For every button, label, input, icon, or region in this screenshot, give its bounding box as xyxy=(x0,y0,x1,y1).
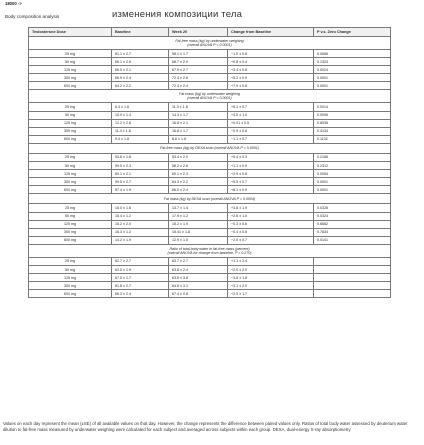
p-value-cell: 0.1324 xyxy=(314,58,391,66)
week-20-cell: 17.9 ± 1.2 xyxy=(169,212,228,220)
table-header xyxy=(29,28,391,37)
dose-cell: 50 mg xyxy=(29,212,112,220)
week-20-cell: 8.6 ± 1.8 xyxy=(169,135,228,143)
week-20-cell: 72.4 ± 2.6 xyxy=(169,74,228,82)
baseline-cell: 59.0 ± 2.3 xyxy=(112,162,169,170)
dose-cell: 300 mg xyxy=(29,74,112,82)
baseline-cell: 16.3 ± 1.2 xyxy=(112,228,169,236)
p-value-cell: 0.0001 xyxy=(314,178,391,186)
change-cell: +0.4 ± 0.3 xyxy=(228,153,314,161)
table-row xyxy=(29,274,391,282)
column-header-dose: Testosterone Dose xyxy=(29,28,112,37)
week-20-cell: 12.9 ± 1.5 xyxy=(169,236,228,244)
week-20-cell: 53.4 ± 2.0 xyxy=(169,153,228,161)
change-cell: +8.1 ± 0.9 xyxy=(228,186,314,194)
week-20-cell: 63.5 ± 3.8 xyxy=(169,274,228,282)
change-cell: −0.3 ± 0.6 xyxy=(228,220,314,228)
p-value-cell xyxy=(314,257,391,265)
week-20-cell: 66.0 ± 2.4 xyxy=(169,186,228,194)
table-row xyxy=(29,265,391,273)
week-20-cell: 16.8 ± 1.7 xyxy=(169,127,228,135)
baseline-cell: 11.4 ± 1.8 xyxy=(112,127,169,135)
body-composition-table xyxy=(28,27,391,298)
week-20-cell: 58.1 ± 1.7 xyxy=(169,50,228,58)
p-value-cell: 0.0001 xyxy=(314,74,391,82)
baseline-cell: 6.3 ± 1.6 xyxy=(112,103,169,111)
change-cell: +5.5 ± 0.7 xyxy=(228,178,314,186)
baseline-cell: 66.9 ± 2.4 xyxy=(112,74,169,82)
section-title-line: Ratio of total body water to fat-free mass (percent) xyxy=(169,246,250,251)
table-row xyxy=(29,257,391,265)
change-cell: −3.8 ± 1.8 xyxy=(228,274,314,282)
dose-cell: 125 mg xyxy=(29,220,112,228)
week-20-cell: 16.8 ± 2.1 xyxy=(169,119,228,127)
change-cell: +5.2 ± 0.9 xyxy=(228,74,314,82)
p-value-cell: 0.0324 xyxy=(314,212,391,220)
p-value-cell: 0.0001 xyxy=(314,186,391,194)
baseline-cell: 15.0 ± 1.8 xyxy=(112,204,169,212)
page-title: изменения композиции тела xyxy=(112,9,243,20)
dose-cell: 600 mg xyxy=(29,290,112,298)
dose-cell: 600 mg xyxy=(29,186,112,194)
p-value-cell: 0.0096 xyxy=(314,111,391,119)
table-row xyxy=(29,50,391,58)
change-cell: +2.0 ± 2.0 xyxy=(228,265,314,273)
table-row xyxy=(29,82,391,90)
baseline-cell: 61.1 ± 2.7 xyxy=(112,50,169,58)
dose-cell: 50 mg xyxy=(29,58,112,66)
week-20-cell: 67.9 ± 2.7 xyxy=(169,66,228,74)
column-header-change: Change from Baseline xyxy=(228,28,314,37)
baseline-cell: 62.7 ± 2.7 xyxy=(112,257,169,265)
table-row xyxy=(29,212,391,220)
baseline-cell: 62.0 ± 1.9 xyxy=(112,265,169,273)
section-title xyxy=(29,90,391,103)
change-cell: −1.1 ± 0.7 xyxy=(228,135,314,143)
change-cell: +0.8 ± 0.4 xyxy=(228,58,314,66)
dose-cell: 25 mg xyxy=(29,103,112,111)
dose-cell: 25 mg xyxy=(29,204,112,212)
change-cell: +1.1 ± 2.4 xyxy=(228,257,314,265)
p-value-cell: 0.0686 xyxy=(314,50,391,58)
baseline-cell: 12.2 ± 2.8 xyxy=(112,119,169,127)
baseline-cell: 57.4 ± 1.9 xyxy=(112,186,169,194)
table-row xyxy=(29,162,391,170)
table-row xyxy=(29,204,391,212)
table-row xyxy=(29,127,391,135)
p-value-cell xyxy=(314,265,391,273)
baseline-cell: 66.3 ± 2.4 xyxy=(112,290,169,298)
p-value-cell: 0.8936 xyxy=(314,119,391,127)
section-header-row xyxy=(29,37,391,50)
dose-cell: 25 mg xyxy=(29,257,112,265)
section-title-line: (overall ANOVA P < 0.0001) xyxy=(187,43,232,47)
table-row xyxy=(29,74,391,82)
change-cell: +1.1 ± 0.9 xyxy=(228,162,314,170)
change-cell: +2.9 ± 0.8 xyxy=(228,170,314,178)
change-cell: +2.6 ± 1.0 xyxy=(228,212,314,220)
dose-cell: 125 mg xyxy=(29,274,112,282)
table-row xyxy=(29,58,391,66)
section-header-row xyxy=(29,244,391,257)
table-row xyxy=(29,290,391,298)
baseline-cell: 10.9 ± 1.4 xyxy=(112,111,169,119)
baseline-cell: 15.2 ± 2.0 xyxy=(112,220,169,228)
week-20-cell: 14.3 ± 1.7 xyxy=(169,111,228,119)
p-value-cell: 0.0326 xyxy=(314,204,391,212)
p-value-cell: 0.1132 xyxy=(314,135,391,143)
section-header-row xyxy=(29,194,391,204)
change-cell: +2.5 ± 1.7 xyxy=(228,290,314,298)
column-header-p-value: P v.s. Zero Change xyxy=(314,28,391,37)
dose-cell: 125 mg xyxy=(29,66,112,74)
week-20-cell: 64.8 ± 3.1 xyxy=(169,282,228,290)
table-row xyxy=(29,103,391,111)
p-value-cell xyxy=(314,274,391,282)
dose-cell: 50 mg xyxy=(29,162,112,170)
dose-cell: 600 mg xyxy=(29,236,112,244)
dose-cell: 25 mg xyxy=(29,153,112,161)
table-footnote: Values on each day represent the mean (±SE) of all available values on that day. However, the change represents the difference between paired values only. Ratios of total body water assessed by deuterium water dilution to fat-free mass measured by underwater weighing were calculated for each subject and averaged across subjects within each group. DEXA, dual-energy X-ray absorptiometry. xyxy=(3,421,408,432)
baseline-cell: 15.4 ± 1.2 xyxy=(112,212,169,220)
dose-cell: 25 mg xyxy=(29,50,112,58)
section-title xyxy=(29,143,391,153)
change-cell: +3.5 ± 1.0 xyxy=(228,111,314,119)
table-row xyxy=(29,228,391,236)
dose-cell: 125 mg xyxy=(29,170,112,178)
dose-cell: 300 mg xyxy=(29,282,112,290)
dose-cell: 50 mg xyxy=(29,265,112,273)
section-title-line: Fat mass (kg) by underwater weighing xyxy=(179,92,240,97)
section-title-line: (overall ANOVA P < 0.0001) xyxy=(187,96,232,101)
week-20-cell: 63.7 ± 2.7 xyxy=(169,257,228,265)
change-cell: +3.1 ± 2.0 xyxy=(228,282,314,290)
p-value-cell: 0.0014 xyxy=(314,103,391,111)
baseline-cell: 9.4 ± 1.8 xyxy=(112,135,169,143)
baseline-cell: 59.5 ± 2.7 xyxy=(112,178,169,186)
change-cell: +5.1 ± 0.7 xyxy=(228,103,314,111)
baseline-cell: 66.1 ± 2.8 xyxy=(112,58,169,66)
document-subtitle: Body composition analysis xyxy=(5,14,60,19)
change-cell: +7.9 ± 0.8 xyxy=(228,82,314,90)
section-title-line: Fat mass (kg) by DEXA scan (overall ANOVA P = 0.0004) xyxy=(163,196,256,201)
week-20-cell: 11.3 ± 1.8 xyxy=(169,103,228,111)
baseline-cell: 66.0 ± 2.1 xyxy=(112,66,169,74)
section-header-row xyxy=(29,90,391,103)
p-value-cell: 0.2312 xyxy=(314,162,391,170)
dose-cell: 50 mg xyxy=(29,111,112,119)
column-header-baseline: Baseline xyxy=(112,28,169,37)
table-row xyxy=(29,186,391,194)
dose-cell: 600 mg xyxy=(29,82,112,90)
table-row xyxy=(29,135,391,143)
section-title xyxy=(29,37,391,50)
dose-cell: 300 mg xyxy=(29,228,112,236)
p-value-cell xyxy=(314,290,391,298)
section-title-line: Fat-free mass (kg) by DEXA scan (overall ANOVA P < 0.0001) xyxy=(160,146,259,151)
week-20-cell: 13.7 ± 1.4 xyxy=(169,204,228,212)
dose-cell: 125 mg xyxy=(29,119,112,127)
week-20-cell: 63.8 ± 2.4 xyxy=(169,265,228,273)
change-cell: +3.4 ± 0.8 xyxy=(228,66,314,74)
section-title xyxy=(29,244,391,257)
baseline-cell: 53.6 ± 1.8 xyxy=(112,153,169,161)
p-value-cell: 0.0141 xyxy=(314,236,391,244)
p-value-cell: 0.0054 xyxy=(314,170,391,178)
baseline-cell: 61.8 ± 2.7 xyxy=(112,282,169,290)
week-20-cell: 15.41 ± 1.8 xyxy=(169,228,228,236)
column-header-week-20: Week 20 xyxy=(169,28,228,37)
change-cell: −2.0 ± 0.7 xyxy=(228,236,314,244)
week-20-cell: 72.4 ± 2.4 xyxy=(169,82,228,90)
p-value-cell: 0.6682 xyxy=(314,220,391,228)
change-cell: −0.9 ± 0.8 xyxy=(228,127,314,135)
table-header-row xyxy=(29,28,391,37)
table-row xyxy=(29,282,391,290)
p-value-cell xyxy=(314,282,391,290)
p-value-cell: 0.2166 xyxy=(314,153,391,161)
baseline-cell: 60.1 ± 2.1 xyxy=(112,170,169,178)
p-value-cell: 0.7834 xyxy=(314,228,391,236)
dose-cell: 300 mg xyxy=(29,178,112,186)
change-cell: −0.4 ± 0.6 xyxy=(228,228,314,236)
week-20-cell: 67.4 ± 0.8 xyxy=(169,290,228,298)
change-cell: +3.8 ± 1.9 xyxy=(228,204,314,212)
p-value-cell: 0.0001 xyxy=(314,82,391,90)
week-20-cell: 15.2 ± 1.9 xyxy=(169,220,228,228)
section-title xyxy=(29,194,391,204)
week-20-cell: 58.2 ± 2.6 xyxy=(169,162,228,170)
change-cell: +0.01 ± 0.5 xyxy=(228,119,314,127)
baseline-cell: 14.2 ± 1.9 xyxy=(112,236,169,244)
table-row xyxy=(29,66,391,74)
table-body xyxy=(29,37,391,298)
baseline-cell: 67.0 ± 1.7 xyxy=(112,274,169,282)
week-20-cell: 64.3 ± 2.2 xyxy=(169,178,228,186)
change-cell: −1.0 ± 0.8 xyxy=(228,50,314,58)
week-20-cell: 68.7 ± 2.0 xyxy=(169,58,228,66)
section-header-row xyxy=(29,143,391,153)
table-row xyxy=(29,170,391,178)
dose-cell: 300 mg xyxy=(29,127,112,135)
document-id: 18000 -> xyxy=(5,1,22,6)
dose-cell: 600 mg xyxy=(29,135,112,143)
table-row xyxy=(29,111,391,119)
table-row xyxy=(29,119,391,127)
table-row xyxy=(29,236,391,244)
table-row xyxy=(29,220,391,228)
baseline-cell: 64.2 ± 2.2 xyxy=(112,82,169,90)
p-value-cell: 0.4134 xyxy=(314,127,391,135)
p-value-cell: 0.0024 xyxy=(314,66,391,74)
section-title-line: Fat-free mass (kg) by underwater weighing xyxy=(175,38,244,43)
table-row xyxy=(29,178,391,186)
week-20-cell: 60.1 ± 2.3 xyxy=(169,170,228,178)
section-title-line: (overall ANOVA for change from baseline, P = 0.270) xyxy=(167,250,252,255)
table-row xyxy=(29,153,391,161)
